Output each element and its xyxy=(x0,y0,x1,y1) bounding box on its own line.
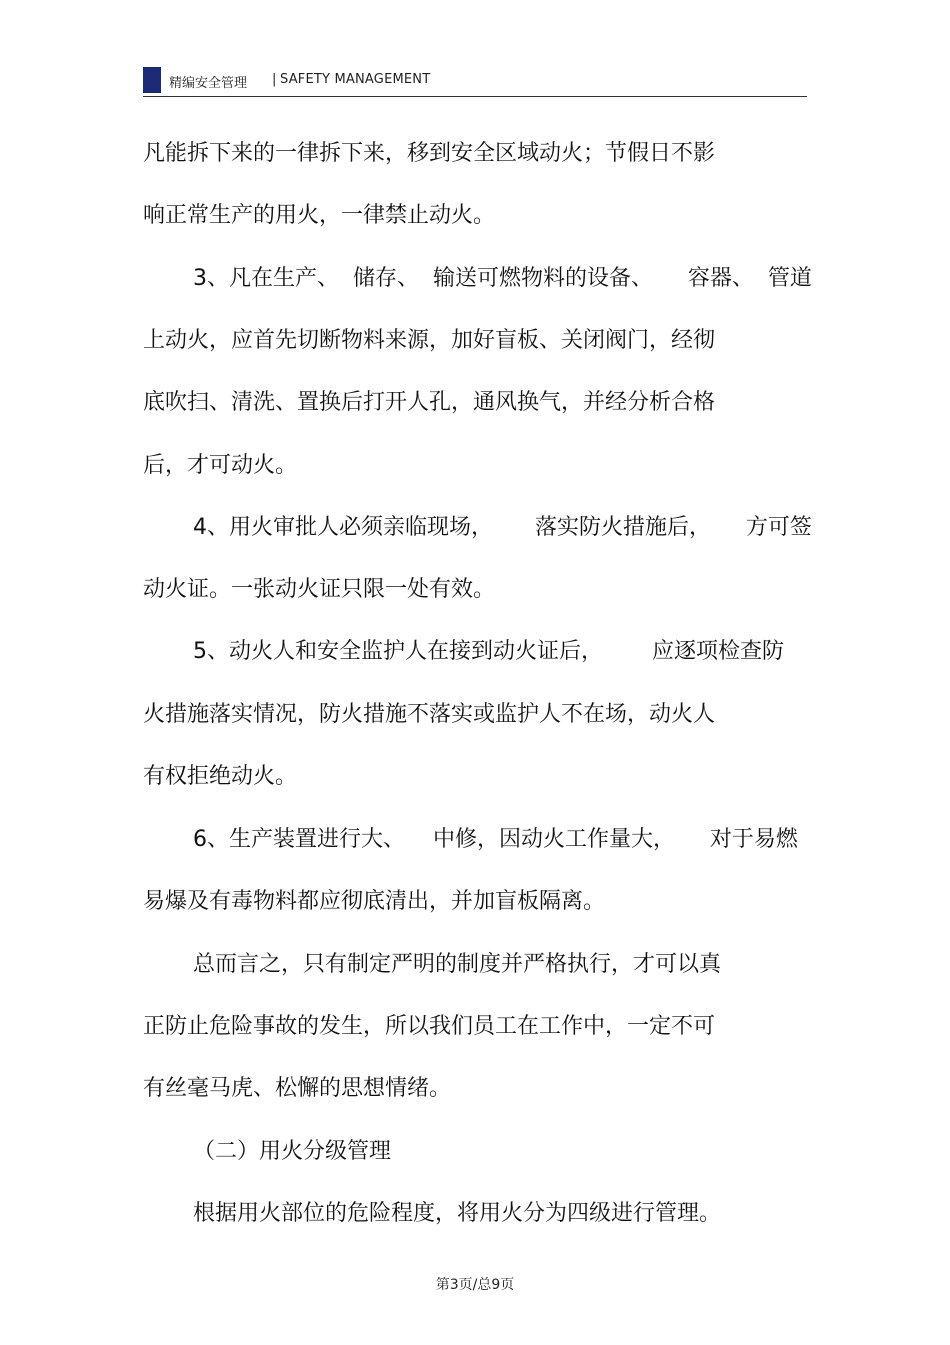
body-line: 6、生产装置进行大、 中修，因动火工作量大， 对于易燃 xyxy=(193,827,798,852)
page-number: 第3页/总9页 xyxy=(435,1277,515,1293)
body-line: 4、用火审批人必须亲临现场， 落实防火措施后， 方可签 xyxy=(193,515,812,540)
body-line: 后，才可动火。 xyxy=(143,453,298,478)
header-brand-english: SAFETY MANAGEMENT xyxy=(280,72,431,87)
body-line: 正防止危险事故的发生，所以我们员工在工作中，一定不可 xyxy=(143,1014,716,1039)
page-header xyxy=(143,64,807,97)
body-line: 动火证。一张动火证只限一处有效。 xyxy=(143,577,496,602)
body-line: 底吹扫、清洗、置换后打开人孔，通风换气，并经分析合格 xyxy=(143,390,716,415)
body-line: 3、凡在生产、 储存、 输送可燃物料的设备、 容器、 管道 xyxy=(193,266,812,291)
body-line: 凡能拆下来的一律拆下来，移到安全区域动火；节假日不影 xyxy=(143,141,716,166)
body-line: 根据用火部位的危险程度，将用火分为四级进行管理。 xyxy=(193,1201,722,1226)
logo-icon xyxy=(143,67,161,93)
body-line: 响正常生产的用火，一律禁止动火。 xyxy=(143,203,496,228)
body-line: 上动火，应首先切断物料来源，加好盲板、关闭阀门，经彻 xyxy=(143,328,716,353)
body-line: 有丝毫马虎、松懈的思想情绪。 xyxy=(143,1076,452,1101)
body-line: 5、动火人和安全监护人在接到动火证后， 应逐项检查防 xyxy=(193,639,784,664)
section-heading: （二）用火分级管理 xyxy=(193,1139,392,1164)
body-line: 易爆及有毒物料都应彻底清出，并加盲板隔离。 xyxy=(143,889,606,914)
header-separator: | xyxy=(272,72,277,87)
body-line: 总而言之，只有制定严明的制度并严格执行，才可以真 xyxy=(193,952,722,977)
body-line: 火措施落实情况，防火措施不落实或监护人不在场，动火人 xyxy=(143,702,716,727)
header-brand: 精编安全管理 xyxy=(169,76,248,91)
body-line: 有权拒绝动火。 xyxy=(143,764,298,789)
